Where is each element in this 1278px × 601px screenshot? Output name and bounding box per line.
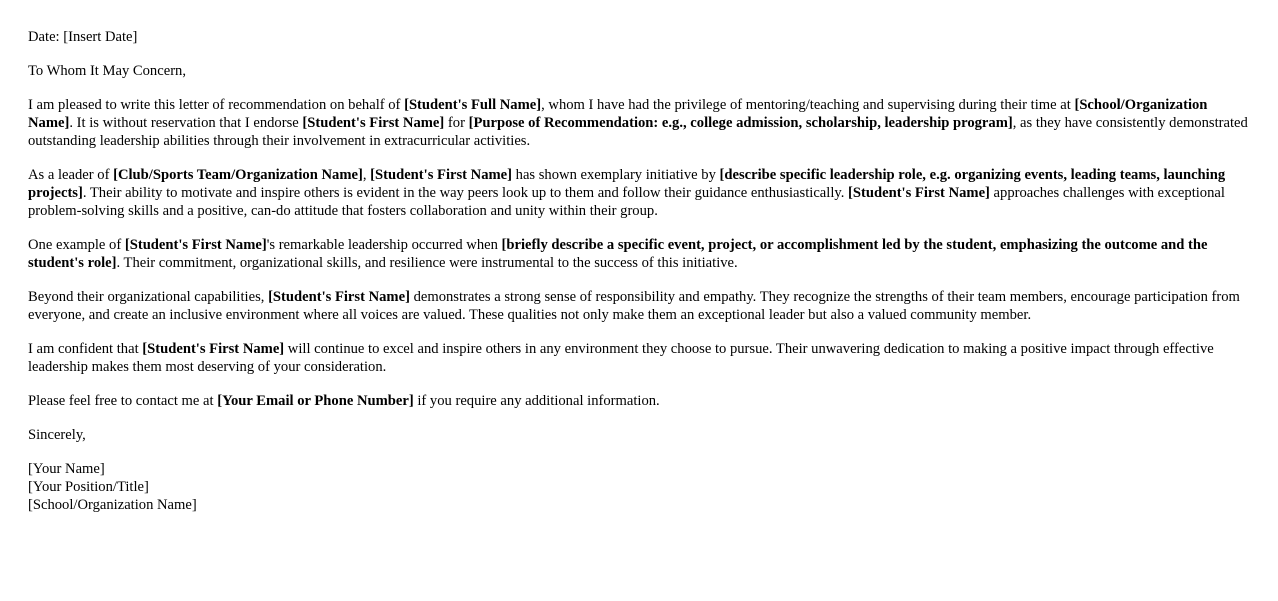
- signature-position: [Your Position/Title]: [28, 479, 149, 495]
- placeholder-field: [Student's First Name]: [302, 115, 445, 131]
- placeholder-field: [Student's First Name]: [370, 167, 512, 183]
- placeholder-field: [Student's First Name]: [124, 237, 267, 253]
- paragraph-character: Beyond their organizational capabilities, [Student's First Name] demonstrates a strong sense of responsibility and empathy. They recognize the strengths of their team members, encourage participation from everyone, and create an inclusive environment where all voices are valued. These qualities not only make them an exceptional leader but also a valued community member.: [28, 289, 1240, 323]
- paragraph-confidence: I am confident that [Student's First Name] will continue to excel and inspire others in any environment they choose to pursue. Their unwavering dedication to making a positive impact through effective leadership makes them most deserving of your consideration.: [28, 341, 1214, 375]
- placeholder-field: [describe specific leadership role, e.g. organizing events, leading teams, launching projects]: [28, 167, 1226, 201]
- placeholder-field: [Student's First Name]: [848, 185, 990, 201]
- paragraph-introduction: I am pleased to write this letter of recommendation on behalf of [Student's Full Name], whom I have had the privilege of mentoring/teaching and supervising during their time at [School/Organization Name]. It is without reservation that I endorse [Student's First Name] for [Purpose of Recommendation: e.g., college admission, scholarship, leadership program], as they have consistently demonstrated outstanding leadership abilities through their involvement in extracurricular activities.: [28, 97, 1248, 149]
- placeholder-field: [Your Email or Phone Number]: [217, 393, 414, 409]
- letter-closing: Sincerely,: [28, 427, 86, 443]
- placeholder-field: [Student's First Name]: [268, 289, 410, 305]
- placeholder-field: [Student's Full Name]: [404, 97, 542, 113]
- paragraph-leadership-role: As a leader of [Club/Sports Team/Organization Name], [Student's First Name] has shown exemplary initiative by [describe specific leadership role, e.g. organizing events, leading teams, launching projects]. Their ability to motivate and inspire others is evident in the way peers look up to them and follow their guidance enthusiastically. [Student's First Name] approaches challenges with exceptional problem-solving skills and a positive, can-do attitude that fosters collaboration and unity within their group.: [28, 167, 1226, 219]
- letter-date: Date: [Insert Date]: [28, 29, 138, 45]
- paragraph-contact: Please feel free to contact me at [Your Email or Phone Number] if you require any additional information.: [28, 393, 660, 409]
- placeholder-field: [Club/Sports Team/Organization Name]: [113, 167, 363, 183]
- placeholder-field: [Student's First Name]: [142, 341, 285, 357]
- paragraph-example: One example of [Student's First Name]'s remarkable leadership occurred when [briefly describe a specific event, project, or accomplishment led by the student, emphasizing the outcome and the student's role]. Their commitment, organizational skills, and resilience were instrumental to the success of this initiative.: [28, 237, 1208, 271]
- letter-salutation: To Whom It May Concern,: [28, 63, 186, 79]
- signature-block: [28, 460, 1250, 514]
- placeholder-field: [School/Organization Name]: [28, 97, 1208, 131]
- recommendation-letter: [28, 28, 1250, 514]
- placeholder-field: [Purpose of Recommendation: e.g., college admission, scholarship, leadership program]: [468, 115, 1013, 131]
- signature-name: [Your Name]: [28, 461, 105, 477]
- signature-organization: [School/Organization Name]: [28, 497, 197, 513]
- placeholder-field: [briefly describe a specific event, project, or accomplishment led by the student, emphasizing the outcome and the student's role]: [28, 237, 1208, 271]
